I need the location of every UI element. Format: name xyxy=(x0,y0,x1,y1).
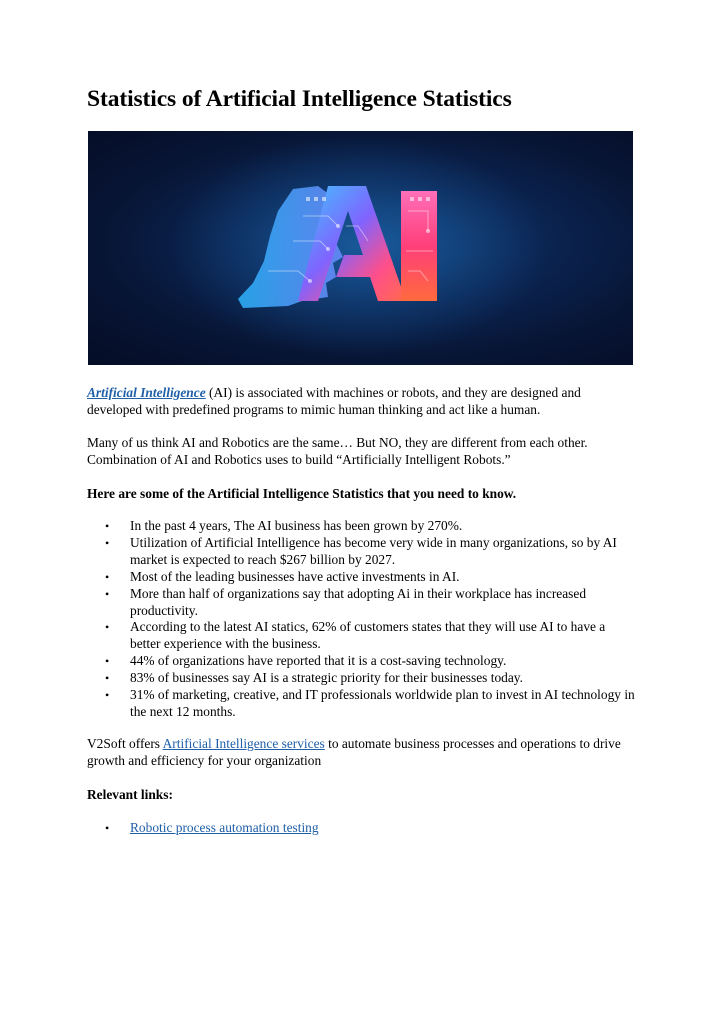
ai-circuit-head-image xyxy=(88,131,633,365)
offer-text-after: to automate business processes and operations to drive growth and efficiency for your organization xyxy=(87,736,621,768)
list-item-text: More than half of organizations say that adopting Ai in their workplace has increased productivity. xyxy=(130,585,587,618)
bullet-icon: • xyxy=(105,535,110,550)
intro-text: (AI) is associated with machines or robots, and they are designed and developed with predefined programs to mimic human thinking and act like a human. xyxy=(87,385,581,417)
intro-paragraph xyxy=(87,384,635,418)
relevant-links-heading: Relevant links: xyxy=(87,787,173,802)
relevant-links-list xyxy=(87,820,635,837)
stats-list xyxy=(87,518,635,721)
bullet-icon: • xyxy=(105,620,110,635)
list-item-text: 44% of organizations have reported that it is a cost-saving technology. xyxy=(130,653,507,669)
ai-hero-image xyxy=(88,131,633,365)
bullet-icon: • xyxy=(105,688,110,703)
offer-text-before: V2Soft offers xyxy=(87,736,163,751)
list-item-text: In the past 4 years, The AI business has been grown by 270%. xyxy=(130,518,463,533)
list-item xyxy=(87,619,635,653)
list-item-text: Utilization of Artificial Intelligence has become very wide in many organizations, so by AI market is expected to reach $267 billion by 2027. xyxy=(130,534,617,567)
list-item xyxy=(87,569,635,586)
bullet-icon: • xyxy=(105,519,110,533)
bullet-icon: • xyxy=(105,821,110,835)
list-item xyxy=(87,687,635,721)
bullet-icon: • xyxy=(105,586,110,601)
stats-heading: Here are some of the Artificial Intelligence Statistics that you need to know. xyxy=(87,486,517,501)
list-item-text: Most of the leading businesses have active investments in AI. xyxy=(130,568,460,584)
bullet-icon: • xyxy=(105,671,110,686)
bullet-icon: • xyxy=(105,654,110,669)
list-item xyxy=(87,653,635,670)
list-item xyxy=(87,586,635,620)
list-item-text: 31% of marketing, creative, and IT professionals worldwide plan to invest in AI technology in the next 12 months. xyxy=(130,687,635,719)
list-item xyxy=(87,820,635,837)
list-item xyxy=(87,535,635,569)
artificial-intelligence-link[interactable]: Artificial Intelligence xyxy=(87,385,206,400)
ai-robotics-paragraph: Many of us think AI and Robotics are the same… But NO, they are different from each other. Combination of AI and Robotics uses to build “Artificially Intelligent Robots.” xyxy=(87,435,588,467)
list-item-text: According to the latest AI statics, 62% of customers states that they will use AI to have a better experience with the business. xyxy=(130,619,606,652)
offer-paragraph xyxy=(87,735,635,769)
list-item xyxy=(87,670,635,687)
list-item xyxy=(87,518,635,535)
list-item-text: 83% of businesses say AI is a strategic priority for their businesses today. xyxy=(130,670,523,686)
page-title: Statistics of Artificial Intelligence Statistics xyxy=(87,86,512,112)
bullet-icon: • xyxy=(105,569,110,584)
ai-services-link[interactable]: Artificial Intelligence services xyxy=(162,736,325,751)
rpa-testing-link[interactable]: Robotic process automation testing xyxy=(130,820,319,835)
